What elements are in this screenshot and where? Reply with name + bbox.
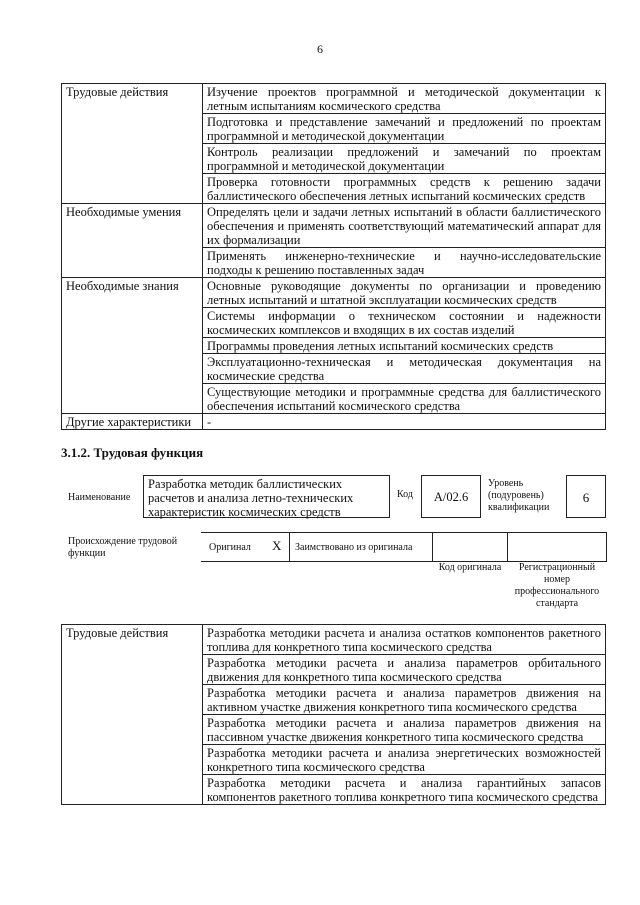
row-label: Трудовые действия (62, 625, 203, 805)
divider (507, 532, 508, 562)
list-item: Эксплуатационно-техническая и методическая документация на космические средства (203, 354, 606, 384)
list-item: Проверка готовности программных средств к решению задачи баллистического обеспечения летных испытаний космических средств (203, 174, 606, 204)
list-item: Подготовка и представление замечаний и предложений по проектам программной и методической документации (203, 114, 606, 144)
table-row (62, 84, 606, 114)
list-item: Разработка методики расчета и анализа энергетических возможностей конкретного типа космического средства (203, 745, 606, 775)
list-item: Разработка методики расчета и анализа параметров движения на активном участке движения конкретного типа космического средства (203, 685, 606, 715)
list-item: Определять цели и задачи летных испытаний в области баллистического обеспечения и применять соответствующий математический аппарат для их формализации (203, 204, 606, 248)
code-label: Код (397, 489, 413, 500)
original-label: Оригинал (209, 542, 251, 553)
list-item: Изучение проектов программной и методической документации к летным испытаниям космического средства (203, 84, 606, 114)
table-row (62, 625, 606, 655)
row-label: Необходимые знания (62, 278, 203, 414)
table-row (62, 278, 606, 308)
list-item: Контроль реализации предложений и замечаний по проектам программной и методической документации (203, 144, 606, 174)
list-item: - (203, 414, 606, 430)
table-row (62, 414, 606, 430)
name-value: Разработка методик баллистических расчетов и анализа летно-технических характеристик космических средств (143, 475, 390, 518)
row-label: Трудовые действия (62, 84, 203, 204)
list-item: Разработка методики расчета и анализа параметров движения на пассивном участке движения конкретного типа космического средства (203, 715, 606, 745)
name-label: Наименование (68, 492, 131, 503)
row-label: Необходимые умения (62, 204, 203, 278)
list-item: Применять инженерно-технические и научно-исследовательские подходы к решению поставленных задач (203, 248, 606, 278)
competency-table (61, 83, 606, 430)
labor-actions-table (61, 624, 606, 805)
row-label: Другие характеристики (62, 414, 203, 430)
level-label: Уровень (подуровень) квалификации (488, 478, 550, 513)
list-item: Существующие методики и программные средства для баллистического обеспечения испытаний космического средства (203, 384, 606, 414)
list-item: Разработка методики расчета и анализа остатков компонентов ракетного топлива для конкретного типа космического средства (203, 625, 606, 655)
list-item: Программы проведения летных испытаний космических средств (203, 338, 606, 354)
origin-code-caption: Код оригинала (438, 562, 502, 573)
list-item: Разработка методики расчета и анализа гарантийных запасов компонентов ракетного топлива конкретного типа космического средства (203, 775, 606, 805)
list-item: Разработка методики расчета и анализа параметров орбитального движения для конкретного типа космического средства (203, 655, 606, 685)
original-mark: X (272, 538, 282, 553)
list-item: Системы информации о техническом состоянии и надежности космических комплексов и входящих в их состав изделий (203, 308, 606, 338)
section-heading: 3.1.2. Трудовая функция (61, 445, 204, 460)
divider (432, 532, 433, 562)
reg-number-caption: Регистрационный номер профессионального стандарта (514, 562, 600, 609)
origin-label: Происхождение трудовой функции (68, 536, 178, 559)
divider (289, 532, 290, 562)
level-value: 6 (566, 475, 606, 518)
list-item: Основные руководящие документы по организации и проведению летных испытаний и штатной эксплуатации космических средств (203, 278, 606, 308)
code-value: A/02.6 (421, 475, 481, 518)
borrowed-label: Заимствовано из оригинала (295, 542, 413, 553)
page-number: 6 (317, 42, 323, 56)
divider (606, 532, 607, 562)
table-row (62, 204, 606, 248)
